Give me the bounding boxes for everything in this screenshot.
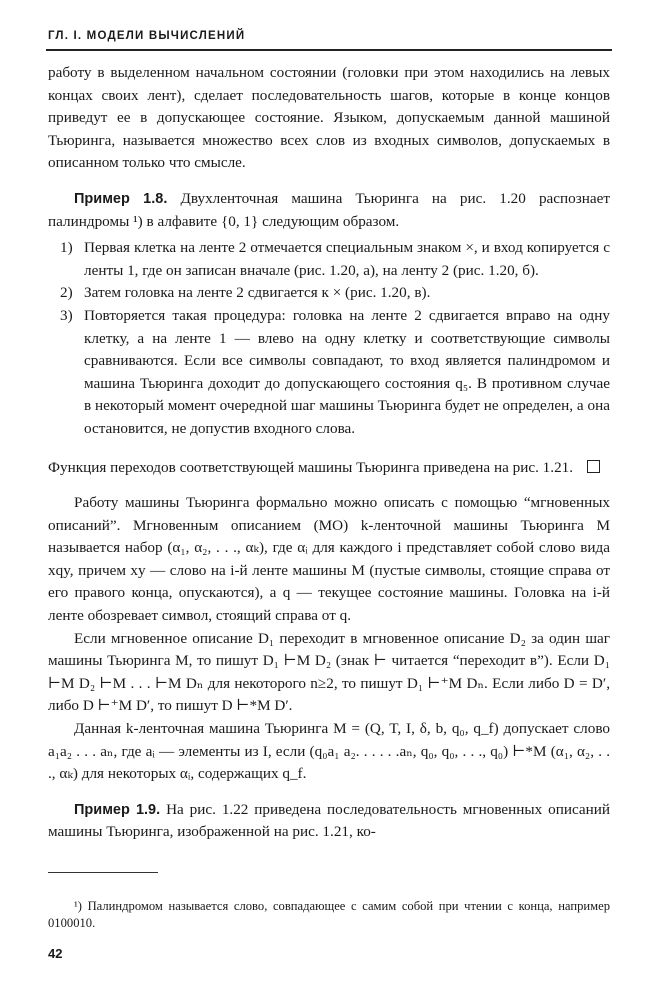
example-1-9-label: Пример 1.9. xyxy=(74,801,161,818)
example-1-8-text: Двухленточная машина Тьюринга на рис. 1.20 распознает палиндромы ¹) в алфавите {0, 1} следующим образом. xyxy=(48,189,610,230)
paragraph-transitions: Если мгновенное описание D₁ переходит в мгновенное описание D₂ за один шаг машины Тьюринга M, то пишут D₁ ⊢M D₂ (знак ⊢ читается “переходит в”). Если D₁ ⊢M D₂ ⊢M . . . ⊢M Dₙ для некоторого n≥2, то пишут D₁ ⊢⁺M Dₙ. Если либо D = D′, либо D ⊢⁺M D′, то пишут D ⊢*M D′. xyxy=(48,629,610,715)
step-item xyxy=(48,237,610,282)
step-item xyxy=(48,282,610,305)
step-number: 2) xyxy=(60,284,73,302)
body-text xyxy=(48,62,610,844)
paragraph-acceptance: Данная k-ленточная машина Тьюринга M = (Q, T, I, δ, b, q₀, q_f) допускает слово a₁a₂ . . . aₙ, где aᵢ — элементы из I, если (q₀a₁ a₂. . . . . .aₙ, q₀, q₀, . . ., q₀) ⊢*M (α₁, α₂, . . ., αₖ) для некоторых αᵢ, содержащих q_f. xyxy=(48,720,610,783)
example-1-9-text: На рис. 1.22 приведена последовательность мгновенных описаний машины Тьюринга, изображенной на рис. 1.21, ко- xyxy=(48,800,610,841)
end-of-example-box xyxy=(587,460,600,473)
header-rule xyxy=(46,49,612,51)
paragraph-transition-function xyxy=(48,457,610,480)
step-number: 3) xyxy=(60,306,73,324)
step-text: Первая клетка на ленте 2 отмечается специальным знаком ×, и вход копируется с ленты 1, где он записан вначале (рис. 1.20, а), на ленту 2 (рис. 1.20, б). xyxy=(84,239,610,279)
step-text: Затем головка на ленте 2 сдвигается к × (рис. 1.20, в). xyxy=(84,284,431,302)
example-1-9 xyxy=(48,799,610,844)
paragraph-instant-descriptions: Работу машины Тьюринга формально можно описать с помощью “мгновенных описаний”. Мгновенным описанием (МО) k-ленточной машины Тьюринга M называется набор (α₁, α₂, . . ., αₖ), где αᵢ для каждого i представляет собой слово вида xqy, причем xy — слово на i-й ленте машины M (пустые символы, стоящие справа от его правого конца, опускаются), а q — текущее состояние машины. Головка на i-й ленте обозревает символ, стоящий справа от q. xyxy=(48,494,610,625)
paragraph-intro: работу в выделенном начальном состоянии (головки при этом находились на левых концах своих лент), сделает последовательность шагов, которые в конце концов приведут ее в допускающее состояние. Языком, допускаемым данной машиной Тьюринга, называется множество всех слов из входных символов, допускаемых в описанном только что смысле. xyxy=(48,64,610,172)
example-1-8 xyxy=(48,188,610,233)
running-header: ГЛ. I. МОДЕЛИ ВЫЧИСЛЕНИЙ xyxy=(48,30,246,42)
example-1-8-label: Пример 1.8. xyxy=(74,190,168,207)
step-text: Повторяется такая процедура: головка на ленте 2 сдвигается вправо на одну клетку, а на ленте 1 — влево на одну клетку и соответствующие символы сравниваются. Если все символы совпадают, то вход является палиндромом и машина Тьюринга доходит до допускающего состояния q₅. В противном случае в некоторый момент очередной шаг машины Тьюринга будет не определен, а она остановится, не допустив входного слова. xyxy=(84,306,610,437)
footnote-rule xyxy=(48,872,158,873)
transition-function-text: Функция переходов соответствующей машины Тьюринга приведена на рис. 1.21. xyxy=(48,458,574,476)
step-number: 1) xyxy=(60,239,73,257)
page-number: 42 xyxy=(48,946,63,961)
algorithm-steps xyxy=(48,237,610,440)
step-item xyxy=(48,305,610,441)
footnote: ¹) Палиндромом называется слово, совпадающее с самим собой при чтении с конца, например 0100010. xyxy=(48,899,610,930)
